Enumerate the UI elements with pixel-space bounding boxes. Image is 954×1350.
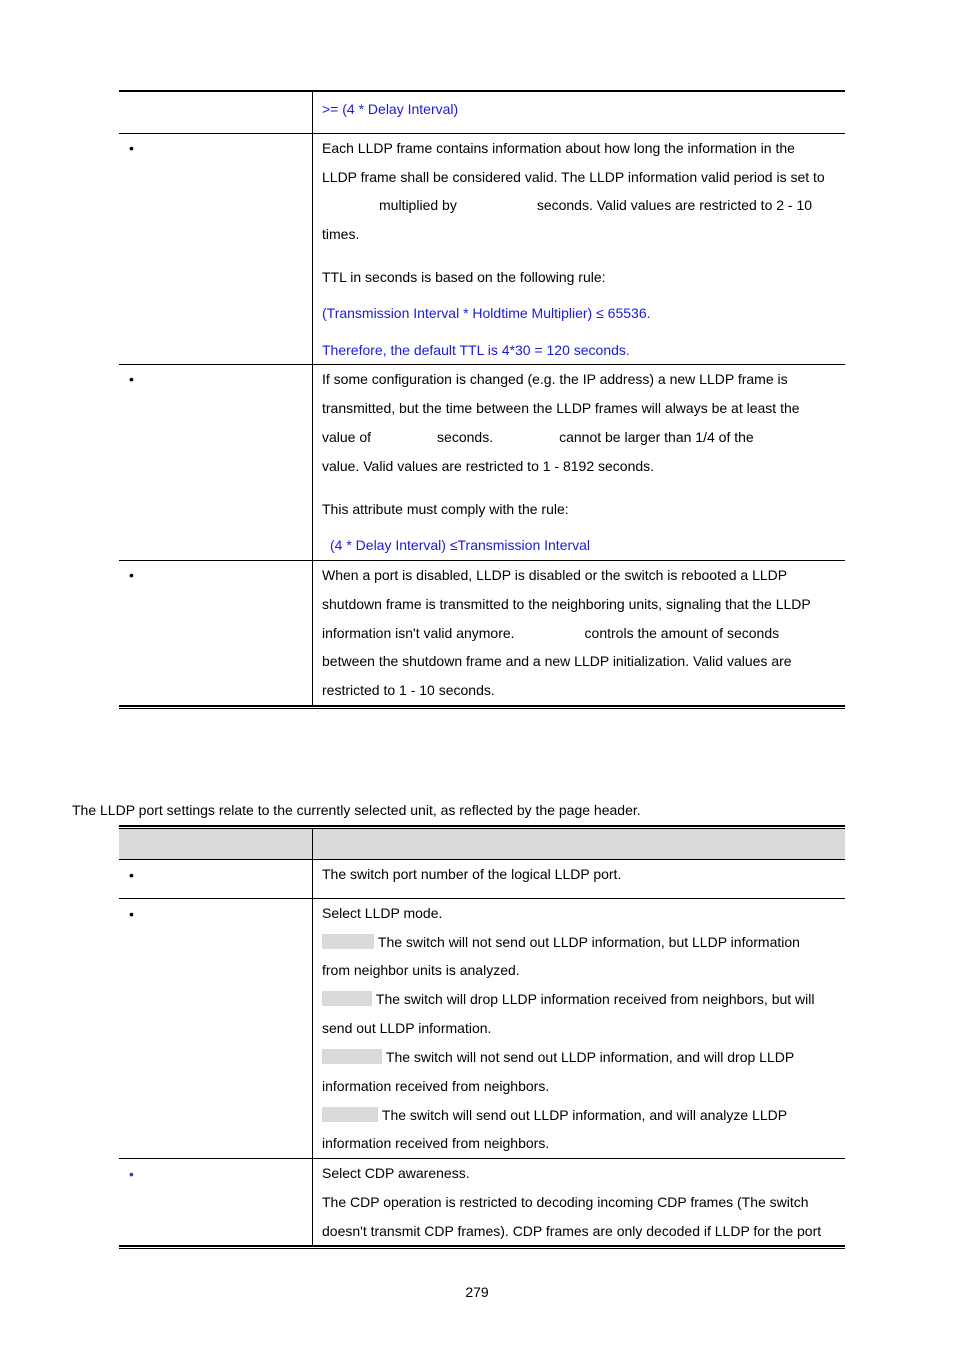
table-bottom-border — [119, 708, 845, 709]
table-top-border — [119, 825, 845, 827]
option-highlight — [322, 934, 374, 949]
table-bottom-border — [119, 705, 845, 707]
row-divider — [119, 364, 845, 365]
table-row-text: Each LLDP frame contains information about how long the information in the — [322, 140, 795, 156]
table-header — [119, 829, 845, 859]
table-bottom-border — [119, 1248, 845, 1249]
table-top-border — [119, 90, 845, 92]
table-row-text: transmitted, but the time between the LLDP frames will always be at least the — [322, 400, 800, 416]
bullet: • — [129, 867, 134, 883]
option-highlight — [322, 1049, 382, 1064]
table-row-text-part: The switch will drop LLDP information received from neighbors, but will — [375, 991, 815, 1007]
table-row-text: The switch port number of the logical LLDP port. — [322, 866, 622, 882]
intro-paragraph: The LLDP port settings relate to the currently selected unit, as reflected by the page header. — [72, 802, 641, 818]
table-row-text: information received from neighbors. — [322, 1135, 550, 1151]
table-row-text-part: The switch will not send out LLDP information, and will drop LLDP — [385, 1049, 795, 1065]
table-row-text: The CDP operation is restricted to decoding incoming CDP frames (The switch — [322, 1194, 809, 1210]
row-divider — [119, 1158, 845, 1159]
table-row-text-part: The switch will not send out LLDP information, but LLDP information — [377, 934, 800, 950]
table-row-text: This attribute must comply with the rule: — [322, 501, 569, 517]
table-row-text: from neighbor units is analyzed. — [322, 962, 520, 978]
table-row-text-part: value of — [322, 429, 372, 445]
table-row-text: send out LLDP information. — [322, 1020, 492, 1036]
table-row-text — [322, 429, 754, 445]
table-row-text: between the shutdown frame and a new LLDP initialization. Valid values are — [322, 653, 792, 669]
option-highlight — [322, 1107, 378, 1122]
row-divider — [119, 898, 845, 899]
table-row-text: shutdown frame is transmitted to the neighboring units, signaling that the LLDP — [322, 596, 811, 612]
table-row-text: restricted to 1 - 10 seconds. — [322, 682, 495, 698]
bullet: • — [129, 906, 134, 922]
bullet: • — [129, 1166, 134, 1182]
lldp-port-settings-table — [119, 825, 845, 1250]
table-row-text — [322, 1049, 794, 1065]
table-row-text: value. Valid values are restricted to 1 - 8192 seconds. — [322, 458, 655, 474]
table-row-text: LLDP frame shall be considered valid. The LLDP information valid period is set to — [322, 169, 825, 185]
row-divider — [119, 859, 845, 860]
table-row-text — [322, 1107, 787, 1123]
table-row-text: Select LLDP mode. — [322, 905, 443, 921]
table-row-text: doesn't transmit CDP frames). CDP frames are only decoded if LLDP for the port — [322, 1223, 822, 1239]
column-divider — [312, 829, 313, 1246]
bullet: • — [129, 371, 134, 387]
table-row-text-part: controls the amount of seconds — [584, 625, 780, 641]
table-row-text-part: cannot be larger than 1/4 of the — [559, 429, 754, 445]
delay-rule-text: (4 * Delay Interval) ≤Transmission Interval — [330, 537, 591, 553]
delay-rule-text: >= (4 * Delay Interval) — [322, 101, 459, 117]
table-row-text-part: The switch will send out LLDP information, and will analyze LLDP — [381, 1107, 788, 1123]
table-row-text-part: seconds. — [437, 429, 494, 445]
table-row-text: Select CDP awareness. — [322, 1165, 470, 1181]
ttl-rule-text: (Transmission Interval * Holdtime Multiplier) ≤ 65536. — [322, 305, 651, 321]
bullet: • — [129, 567, 134, 583]
table-row-text-part: information isn't valid anymore. — [322, 625, 515, 641]
table-row-text — [322, 625, 779, 641]
table-row-text — [322, 934, 800, 950]
option-highlight — [322, 991, 372, 1006]
row-divider — [119, 560, 845, 561]
table-row-text: information received from neighbors. — [322, 1078, 550, 1094]
table-row-text: times. — [322, 226, 360, 242]
table-row-text: TTL in seconds is based on the following rule: — [322, 269, 606, 285]
table-row-text-part: seconds. Valid values are restricted to 2 - 10 — [536, 197, 813, 213]
default-ttl-text: Therefore, the default TTL is 4*30 = 120 seconds. — [322, 342, 630, 358]
lldp-parameters-table — [119, 90, 845, 710]
table-row-text: If some configuration is changed (e.g. the IP address) a new LLDP frame is — [322, 371, 788, 387]
page-number: 279 — [465, 1284, 489, 1300]
table-row-text — [322, 197, 812, 213]
table-row-text: When a port is disabled, LLDP is disabled or the switch is rebooted a LLDP — [322, 567, 788, 583]
table-row-text — [322, 991, 815, 1007]
table-row-text-part: multiplied by — [379, 197, 457, 213]
column-divider — [312, 92, 313, 706]
table-bottom-border — [119, 1245, 845, 1247]
row-divider — [119, 133, 845, 134]
bullet: • — [129, 140, 134, 156]
